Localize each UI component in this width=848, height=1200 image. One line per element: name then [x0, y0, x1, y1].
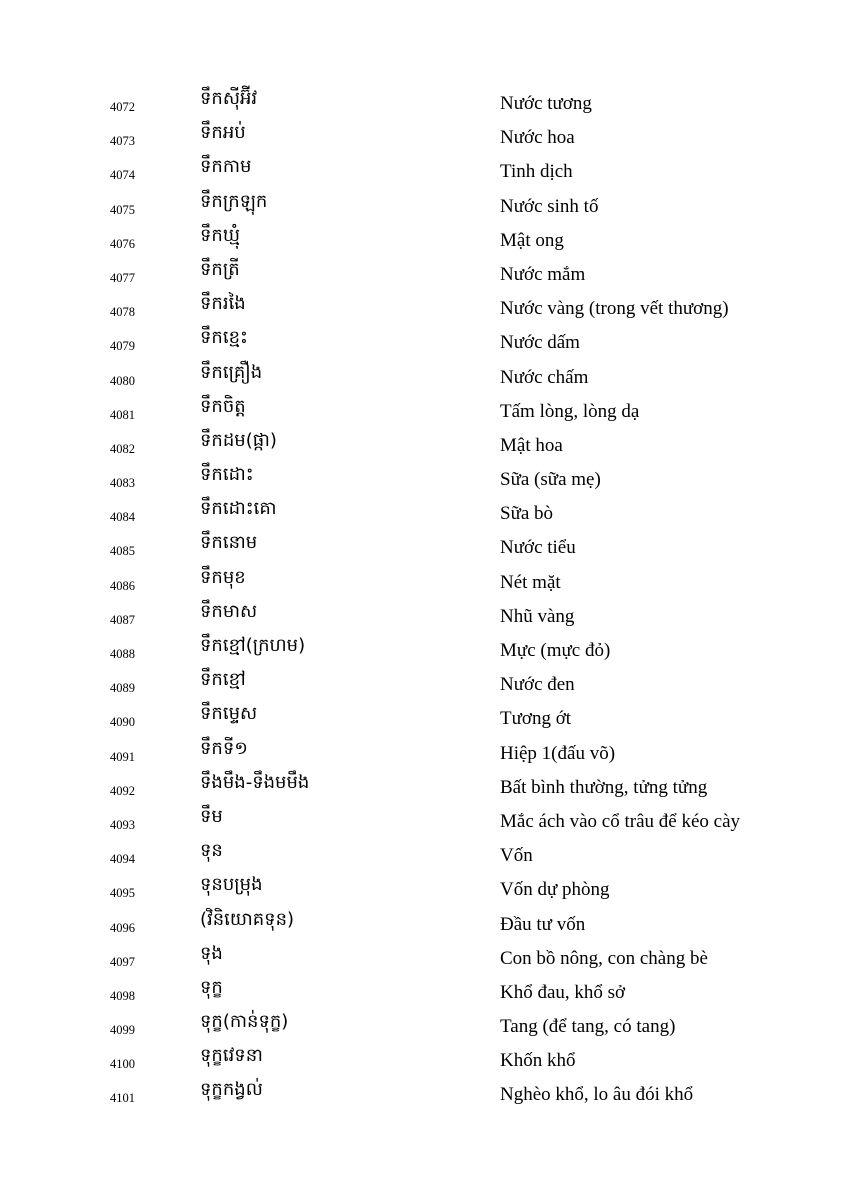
vietnamese-translation: Nước mắm — [500, 263, 586, 285]
entry-number: 4093 — [110, 817, 135, 832]
khmer-term: ទឹកដោះគោ — [200, 498, 277, 520]
khmer-term: ទឹកត្រី — [200, 258, 240, 280]
entry-number: 4090 — [110, 715, 135, 730]
vietnamese-translation: Nhũ vàng — [500, 605, 575, 627]
khmer-term: ទុក្ខ — [200, 976, 223, 998]
khmer-term: ទឹកនោម — [200, 532, 258, 554]
vietnamese-translation: Vốn — [500, 845, 533, 867]
entry-row — [0, 154, 848, 188]
vietnamese-translation: Đầu tư vốn — [500, 913, 586, 935]
khmer-term: ទឹកដោះ — [200, 464, 254, 486]
entry-number: 4097 — [110, 954, 135, 969]
vietnamese-translation: Bất bình thường, tửng tửng — [500, 776, 708, 798]
entry-number: 4099 — [110, 1023, 135, 1038]
entry-row — [0, 565, 848, 599]
khmer-term: ទឹកដម(ផ្កា) — [200, 429, 277, 451]
entry-number: 4087 — [110, 612, 135, 627]
khmer-term: ទឹកខ្មៅ(ក្រហម) — [200, 635, 306, 656]
entry-row — [0, 701, 848, 735]
khmer-term: ទឹករងៃ — [200, 293, 246, 315]
khmer-term: ទុង — [200, 942, 223, 964]
khmer-term: ទុក្ខកង្វល់ — [200, 1079, 263, 1101]
entry-number: 4096 — [110, 920, 135, 935]
khmer-term: ទឹកមុខ — [200, 566, 246, 588]
vietnamese-translation: Con bồ nông, con chàng bè — [500, 947, 708, 969]
entry-row — [0, 975, 848, 1009]
khmer-term: ទុន — [200, 840, 223, 862]
entry-number: 4076 — [110, 236, 135, 251]
entry-row — [0, 838, 848, 872]
vietnamese-translation: Khốn khổ — [500, 1050, 576, 1072]
entry-row — [0, 633, 848, 667]
entry-row — [0, 360, 848, 394]
entry-row — [0, 394, 848, 428]
entry-row — [0, 325, 848, 359]
entry-row — [0, 223, 848, 257]
vietnamese-translation: Mật ong — [500, 229, 564, 251]
entry-number: 4074 — [110, 168, 135, 183]
entry-number: 4073 — [110, 134, 135, 149]
vietnamese-translation: Mắc ách vào cổ trâu để kéo cày — [500, 810, 741, 832]
khmer-term: ទឹកឃ្មុំ — [200, 224, 240, 246]
vietnamese-translation: Hiệp 1(đấu võ) — [500, 742, 616, 764]
vietnamese-translation: Mật hoa — [500, 434, 563, 456]
entry-row — [0, 120, 848, 154]
entry-row — [0, 1043, 848, 1077]
khmer-term: ទឹកអប់ — [200, 122, 246, 144]
entry-number: 4089 — [110, 681, 135, 696]
entry-row — [0, 804, 848, 838]
khmer-term: ទឹកម្ទេស — [200, 703, 258, 725]
entry-number: 4085 — [110, 544, 135, 559]
entry-number: 4101 — [110, 1091, 135, 1106]
entry-row — [0, 770, 848, 804]
vietnamese-translation: Nét mặt — [500, 571, 561, 593]
khmer-term: ទឹម — [200, 805, 223, 827]
vietnamese-translation: Tấm lòng, lòng dạ — [500, 400, 640, 422]
vietnamese-translation: Mực (mực đỏ) — [500, 640, 611, 661]
khmer-term: ទឹកទី១ — [200, 737, 248, 759]
vietnamese-translation: Nước vàng (trong vết thương) — [500, 298, 729, 320]
entry-row — [0, 86, 848, 120]
entry-row — [0, 462, 848, 496]
entry-number: 4072 — [110, 100, 135, 114]
entry-number: 4098 — [110, 988, 135, 1003]
vietnamese-translation: Tương ớt — [500, 708, 572, 730]
entry-number: 4077 — [110, 270, 135, 285]
entry-number: 4079 — [110, 339, 135, 354]
vietnamese-translation: Nước hoa — [500, 127, 575, 149]
vietnamese-translation: Vốn dự phòng — [500, 879, 610, 901]
entry-row — [0, 907, 848, 941]
entry-row — [0, 736, 848, 770]
entry-number: 4078 — [110, 305, 135, 320]
khmer-term: ទឹកខ្មេះ — [200, 327, 248, 349]
vietnamese-translation: Tang (để tang, có tang) — [500, 1016, 676, 1038]
vietnamese-translation: Nước tiểu — [500, 537, 576, 559]
entry-number: 4094 — [110, 852, 135, 867]
vietnamese-translation: Nước chấm — [500, 366, 589, 388]
entry-number: 4084 — [110, 510, 135, 525]
khmer-term: ទុនបម្រុង — [200, 874, 263, 896]
khmer-term: ទឹកក្រឡុក — [200, 190, 268, 212]
vietnamese-translation: Sữa bò — [500, 503, 554, 525]
entry-row — [0, 667, 848, 701]
khmer-term: ទឹកខ្មៅ — [200, 669, 246, 691]
entry-number: 4086 — [110, 578, 135, 593]
khmer-term: ទឹកមាស — [200, 600, 258, 622]
entry-row — [0, 941, 848, 975]
vietnamese-translation: Khổ đau, khổ sở — [500, 981, 626, 1003]
vietnamese-translation: Nước sinh tố — [500, 195, 599, 217]
entry-number: 4081 — [110, 407, 135, 422]
khmer-term: ទឹកចិត្ត — [200, 395, 246, 417]
vietnamese-translation: Nước tương — [500, 93, 592, 114]
entry-row — [0, 1009, 848, 1043]
khmer-term: ទុក្ខវេទនា — [200, 1045, 263, 1067]
entry-number: 4080 — [110, 373, 135, 388]
khmer-term: ទុក្ខ(កាន់ទុក្ខ) — [200, 1011, 289, 1033]
entry-number: 4100 — [110, 1057, 135, 1072]
entry-row — [0, 189, 848, 223]
vietnamese-translation: Nước đen — [500, 674, 575, 696]
entry-row — [0, 257, 848, 291]
vietnamese-translation: Nghèo khổ, lo âu đói khổ — [500, 1084, 694, 1106]
khmer-term: ទឹកស៊ីអ៊ីវ — [200, 88, 258, 109]
khmer-term: ទឹកគ្រឿង — [200, 361, 263, 383]
entry-number: 4095 — [110, 886, 135, 901]
entry-number: 4083 — [110, 476, 135, 491]
entry-number: 4082 — [110, 441, 135, 456]
entry-row — [0, 428, 848, 462]
vietnamese-translation: Sữa (sữa mẹ) — [500, 469, 601, 491]
entry-row — [0, 872, 848, 906]
entry-number: 4092 — [110, 783, 135, 798]
khmer-term: (វិនិយោគទុន) — [200, 908, 295, 930]
entry-row — [0, 530, 848, 564]
vietnamese-translation: Tinh dịch — [500, 161, 573, 183]
entry-number: 4075 — [110, 202, 135, 217]
entry-number: 4091 — [110, 749, 135, 764]
khmer-term: ទឹងមឹង-ទឹងមមឹង — [200, 771, 310, 793]
entry-list — [0, 86, 848, 1112]
entry-row — [0, 496, 848, 530]
entry-row — [0, 1077, 848, 1111]
khmer-term: ទឹកកាម — [200, 156, 252, 178]
entry-number: 4088 — [110, 647, 135, 661]
entry-row — [0, 291, 848, 325]
entry-row — [0, 599, 848, 633]
vietnamese-translation: Nước dấm — [500, 332, 580, 354]
